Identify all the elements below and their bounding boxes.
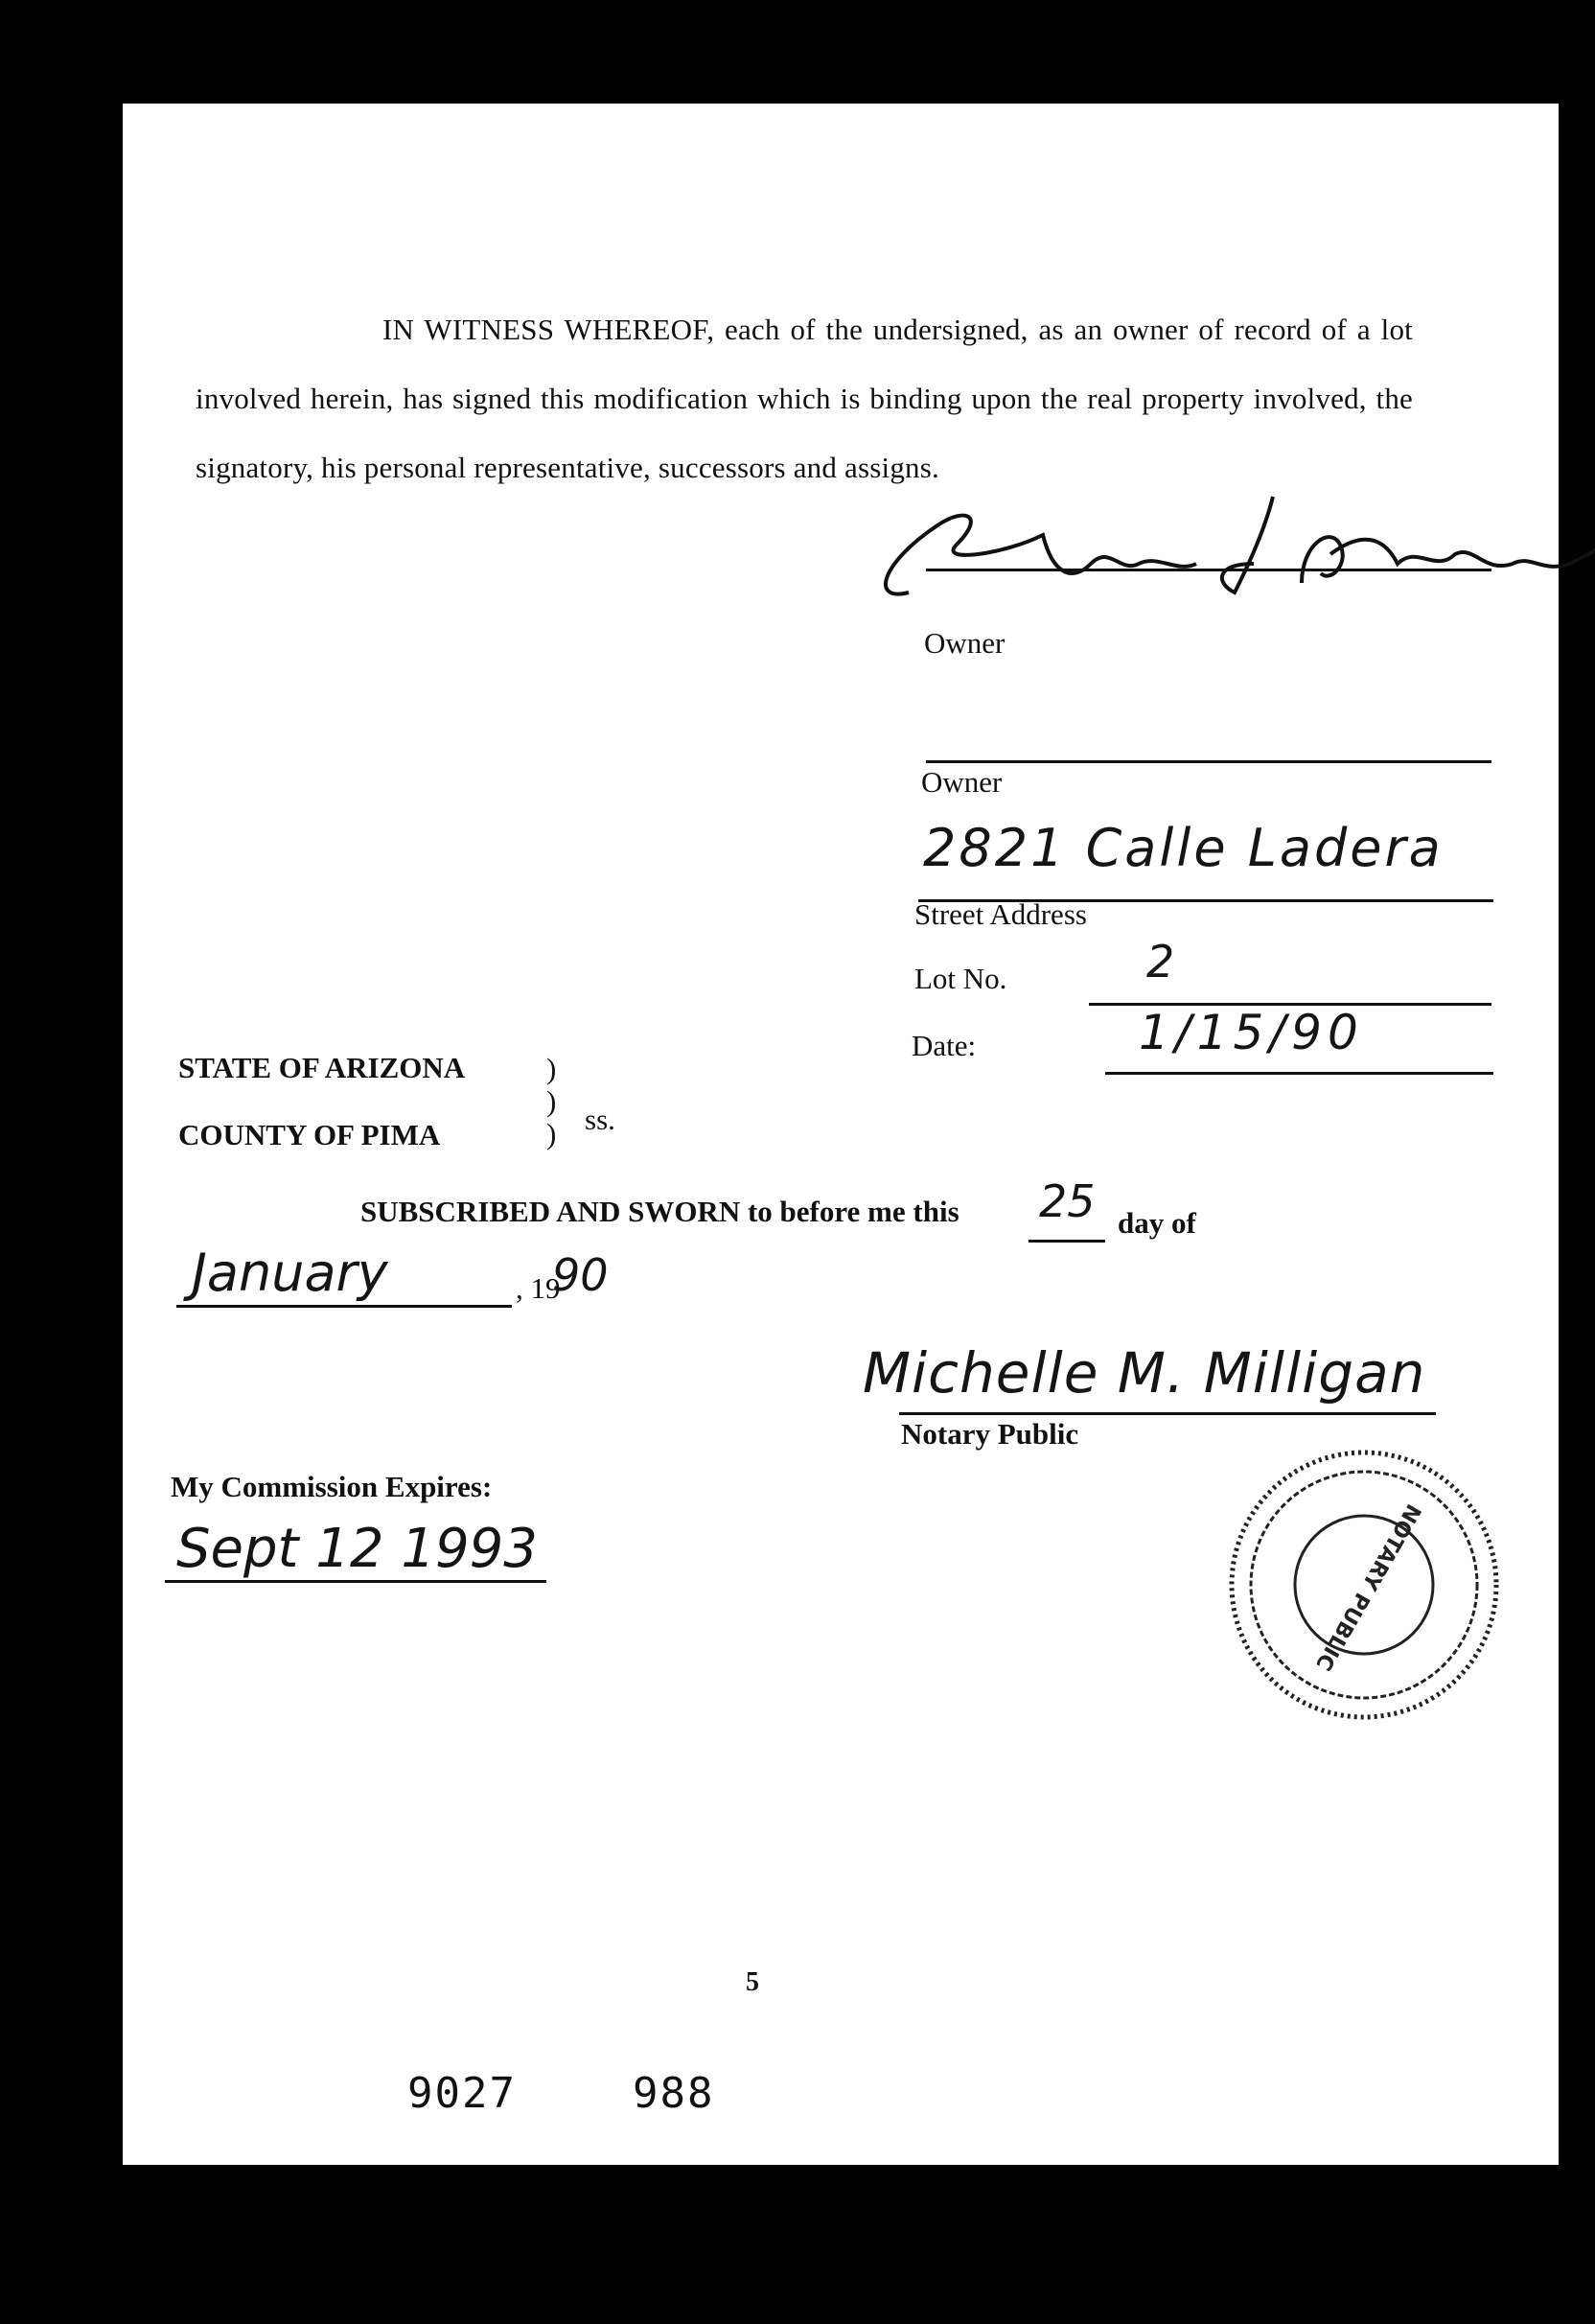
date-line <box>1105 1072 1493 1075</box>
year-prefix: , 19 <box>516 1271 561 1305</box>
commission-label: My Commission Expires: <box>171 1470 493 1503</box>
street-address-label: Street Address <box>914 897 1087 931</box>
owner-label-1: Owner <box>924 626 1006 660</box>
owner-line-1 <box>926 569 1491 571</box>
lot-label: Lot No. <box>914 962 1007 995</box>
notary-label: Notary Public <box>901 1417 1079 1451</box>
month-value: January <box>192 1243 388 1303</box>
day-of-text: day of <box>1118 1206 1196 1240</box>
owner-label-2: Owner <box>921 765 1003 799</box>
owner-signature-1 <box>851 487 1595 612</box>
notary-signature: Michelle M. Milligan <box>863 1340 1426 1406</box>
commission-value: Sept 12 1993 <box>176 1518 538 1580</box>
owner-line-2 <box>926 760 1491 763</box>
page-number: 5 <box>746 1967 759 1997</box>
venue-bracket: ) ) ) <box>546 1052 557 1150</box>
notary-seal <box>1215 1441 1513 1729</box>
sworn-text: SUBSCRIBED AND SWORN to before me this <box>360 1195 959 1228</box>
seal-text: NOTARY PUBLIC <box>1310 1499 1425 1675</box>
lot-value: 2 <box>1146 936 1175 988</box>
day-value: 25 <box>1039 1175 1096 1227</box>
document-page <box>123 104 1559 2165</box>
date-value: 1/15/90 <box>1139 1005 1364 1060</box>
street-address-value: 2821 Calle Ladera <box>923 818 1444 878</box>
commission-line <box>165 1580 546 1583</box>
month-line <box>176 1305 512 1308</box>
year-value: 90 <box>552 1249 609 1301</box>
day-line <box>1029 1240 1105 1243</box>
state-label: STATE OF ARIZONA <box>178 1051 466 1084</box>
county-label: COUNTY OF PIMA <box>178 1118 441 1151</box>
docket-number: 9027 <box>407 2069 517 2118</box>
notary-line <box>899 1412 1436 1415</box>
venue-ss: ss. <box>585 1103 615 1136</box>
date-label: Date: <box>912 1029 977 1062</box>
witness-paragraph: IN WITNESS WHEREOF, each of the undersigned, as an owner of record of a lot involved herein, has signed this modification which is binding upon the real property involved, the signatory, his personal representative, successors and assigns. <box>196 313 1413 484</box>
page-reference: 988 <box>633 2069 715 2118</box>
